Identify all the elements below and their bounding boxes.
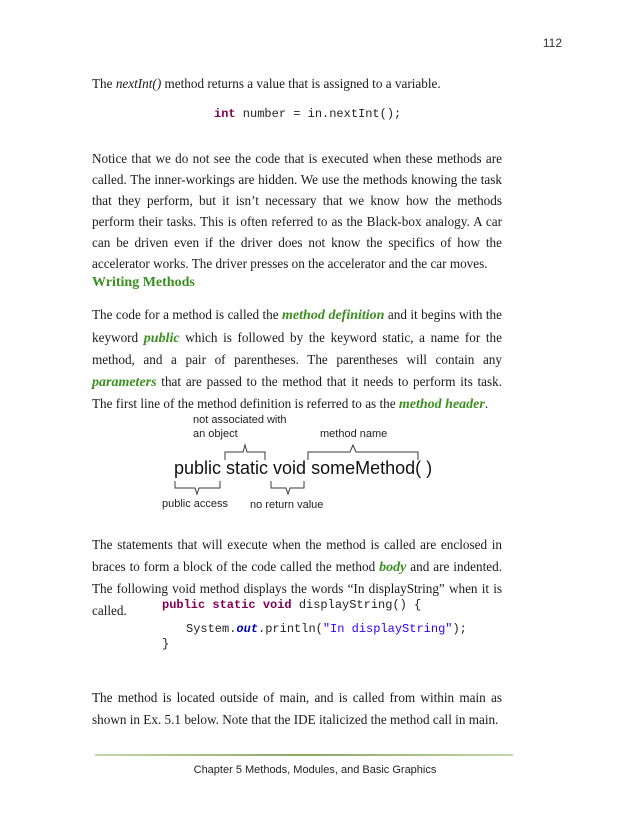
code-println: .println( bbox=[258, 622, 323, 636]
body-text-2: and are indented. The following void method displays the words “In displayString” when it is called. bbox=[92, 558, 502, 618]
label-public-access: public access bbox=[162, 498, 229, 510]
code-line-3: } bbox=[162, 637, 170, 651]
code-system: System. bbox=[186, 622, 237, 636]
code-line-1 bbox=[162, 598, 421, 612]
code-keyword: int bbox=[214, 107, 236, 121]
code-out-field: out bbox=[236, 622, 259, 636]
label-static-line1: not associated with bbox=[193, 414, 287, 426]
label-static-line2: an object bbox=[193, 428, 238, 440]
location-paragraph: The method is located outside of main, and is called from within main as shown in Ex. 5.1 below. Note that the IDE italicized the method call in main. bbox=[92, 690, 502, 727]
intro-method-name: nextInt() bbox=[115, 76, 162, 91]
code-statement: number = in.nextInt(); bbox=[235, 107, 402, 121]
definition-text-2: and it begins with the keyword bbox=[92, 307, 503, 345]
term-method-header: method header bbox=[398, 397, 485, 412]
term-body: body bbox=[379, 559, 407, 575]
term-public: public bbox=[143, 330, 180, 346]
label-method-name: method name bbox=[320, 428, 388, 440]
footer-divider bbox=[95, 754, 513, 756]
definition-text-3: which is followed by the keyword static, a name for the method, and a pair of parentheses. The parentheses will contain any bbox=[92, 329, 502, 367]
intro-text-before: The bbox=[92, 76, 116, 91]
brace-void bbox=[271, 481, 304, 494]
body-text-1: The statements that will execute when the method is called are enclosed in braces to form a block of the code called the method bbox=[92, 537, 502, 574]
term-parameters: parameters bbox=[92, 374, 157, 390]
method-header-example: public static void someMethod( ) bbox=[174, 458, 433, 478]
code-string-literal: "In displayString" bbox=[322, 622, 453, 636]
footer-chapter-title: Chapter 5 Methods, Modules, and Basic Graphics bbox=[193, 764, 437, 776]
brace-public bbox=[175, 481, 220, 494]
blackbox-paragraph: Notice that we do not see the code that is executed when these methods are called. The inner-workings are hidden. We use the methods knowing the task that they perform, but it isn’t necessary that we know how the methods perform their tasks. This is often referred to as the Black-box analogy. A car can be driven even if the driver does not know the specifics of how the accelerator works. The driver presses on the accelerator and the car moves. bbox=[92, 151, 502, 271]
label-no-return: no return value bbox=[250, 499, 324, 511]
definition-text-1: The code for a method is called the bbox=[92, 307, 283, 322]
definition-text-4: that are passed to the method that it needs to perform its task. The first line of the method definition is referred to as the bbox=[92, 373, 502, 411]
term-method-definition: method definition bbox=[282, 308, 385, 323]
code-keywords: public static void bbox=[162, 598, 292, 612]
page-number: 112 bbox=[542, 36, 562, 50]
section-heading: Writing Methods bbox=[92, 275, 195, 290]
definition-text-5: . bbox=[484, 396, 489, 411]
code-close-paren: ); bbox=[452, 622, 467, 636]
intro-text-after: method returns a value that is assigned to a variable. bbox=[161, 76, 441, 91]
code-line-2 bbox=[186, 622, 467, 636]
code-signature: displayString() { bbox=[291, 598, 422, 612]
